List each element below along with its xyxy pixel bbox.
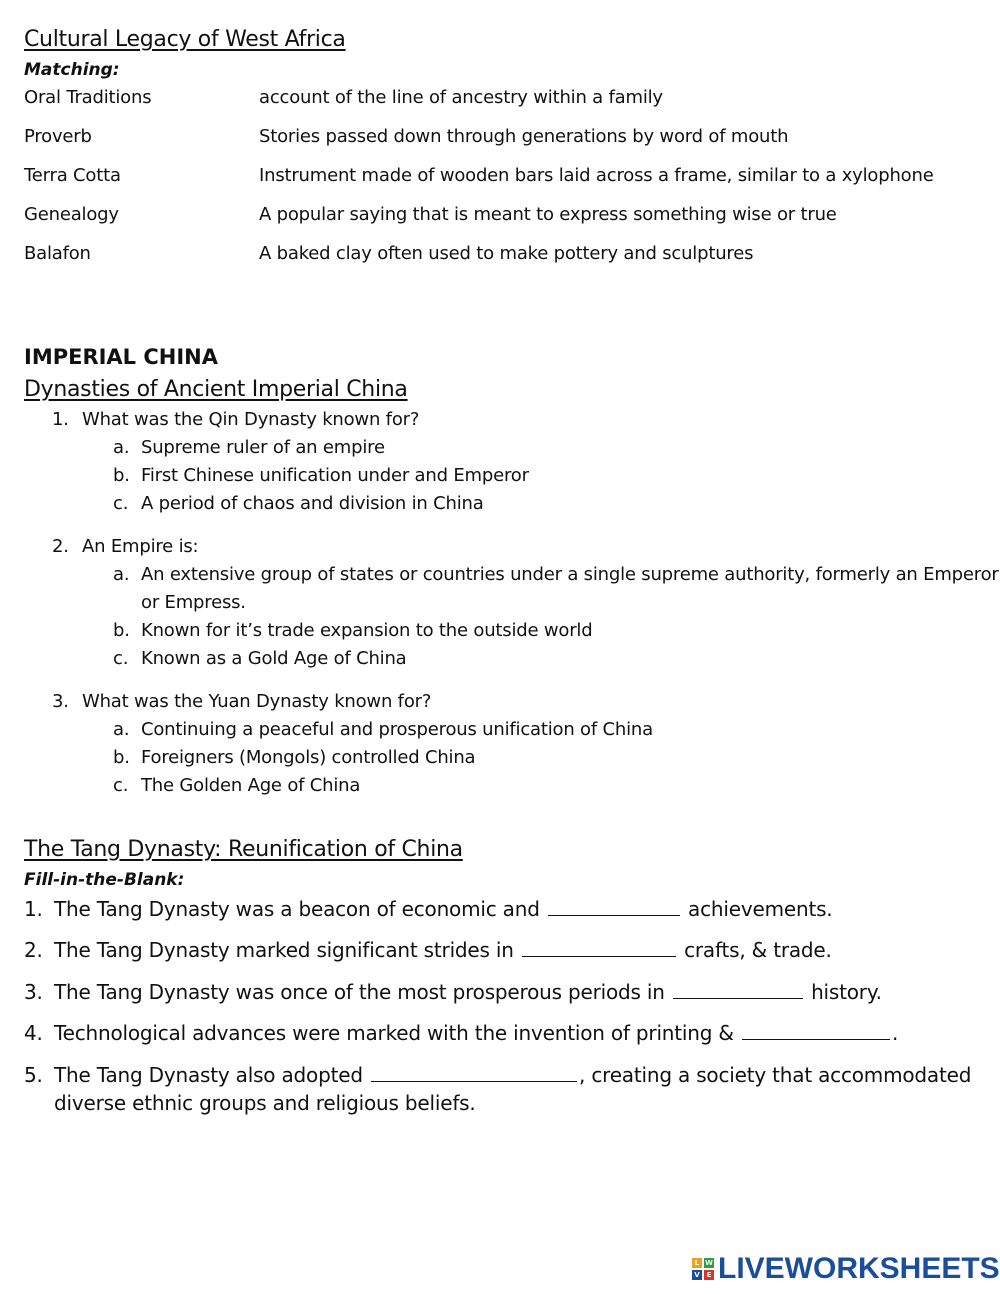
question-text: An Empire is:: [82, 536, 199, 557]
question-number: 3.: [52, 691, 69, 712]
item-text-after: , creating a society that accommodated: [579, 1063, 972, 1087]
blank-item-2: [24, 938, 832, 962]
logo-tile: E: [704, 1270, 714, 1280]
item-number: 1.: [24, 897, 43, 921]
option-text: Continuing a peaceful and prosperous unification of China: [141, 719, 653, 740]
matching-term[interactable]: Oral Traditions: [24, 87, 152, 108]
item-text-before: Technological advances were marked with the invention of printing &: [54, 1021, 734, 1045]
option-2b[interactable]: [113, 620, 592, 641]
matching-definition[interactable]: account of the line of ancestry within a family: [259, 87, 663, 108]
logo-text: LIVEWORKSHEETS: [718, 1252, 1000, 1285]
blank-item-5-continued: diverse ethnic groups and religious beliefs.: [54, 1091, 476, 1115]
option-3c[interactable]: [113, 775, 360, 796]
item-number: 2.: [24, 938, 43, 962]
question-2: [52, 536, 198, 557]
option-3b[interactable]: [113, 747, 475, 768]
blank-input[interactable]: [522, 938, 676, 957]
item-number: 5.: [24, 1063, 43, 1087]
question-1: [52, 409, 419, 430]
option-letter: c.: [113, 493, 129, 514]
option-text: Foreigners (Mongols) controlled China: [141, 747, 476, 768]
liveworksheets-logo[interactable]: [692, 1254, 1000, 1284]
option-letter: a.: [113, 564, 130, 585]
option-letter: a.: [113, 719, 130, 740]
option-text: Known as a Gold Age of China: [141, 648, 407, 669]
option-1b[interactable]: [113, 465, 529, 486]
matching-label: Matching:: [24, 60, 120, 80]
logo-tile: V: [692, 1270, 702, 1280]
option-text: First Chinese unification under and Emperor: [141, 465, 529, 486]
option-letter: b.: [113, 620, 130, 641]
item-text-before: The Tang Dynasty was a beacon of economic and: [54, 897, 540, 921]
blank-input[interactable]: [548, 897, 680, 916]
fill-in-the-blank-label: Fill-in-the-Blank:: [24, 870, 185, 890]
option-letter: c.: [113, 648, 129, 669]
logo-tile: W: [705, 1259, 713, 1267]
option-letter: b.: [113, 465, 130, 486]
option-letter: b.: [113, 747, 130, 768]
blank-item-3: [24, 980, 882, 1004]
item-number: 4.: [24, 1021, 43, 1045]
question-text: What was the Yuan Dynasty known for?: [82, 691, 432, 712]
logo-tile: L: [692, 1258, 702, 1268]
blank-item-1: [24, 897, 832, 921]
matching-definition[interactable]: A popular saying that is meant to express something wise or true: [259, 204, 837, 225]
item-text-before: The Tang Dynasty was once of the most prosperous periods in: [54, 980, 665, 1004]
option-1a[interactable]: [113, 437, 385, 458]
matching-definition[interactable]: A baked clay often used to make pottery and sculptures: [259, 243, 754, 264]
logo-mark: [692, 1258, 714, 1280]
matching-term[interactable]: Proverb: [24, 126, 92, 147]
option-letter: a.: [113, 437, 130, 458]
item-text-after: crafts, & trade.: [684, 938, 832, 962]
option-text: The Golden Age of China: [141, 775, 361, 796]
matching-definition[interactable]: Stories passed down through generations by word of mouth: [259, 126, 789, 147]
option-text: Known for it’s trade expansion to the outside world: [141, 620, 593, 641]
item-text-after: achievements.: [688, 897, 833, 921]
section-title-tang: The Tang Dynasty: Reunification of China: [24, 837, 463, 862]
section-title-west-africa: Cultural Legacy of West Africa: [24, 27, 346, 52]
imperial-china-heading: IMPERIAL CHINA: [24, 345, 219, 369]
option-1c[interactable]: [113, 493, 484, 514]
blank-input[interactable]: [673, 980, 803, 999]
item-text-before: The Tang Dynasty also adopted: [54, 1063, 363, 1087]
option-3a[interactable]: [113, 719, 653, 740]
option-text: Supreme ruler of an empire: [141, 437, 385, 458]
item-number: 3.: [24, 980, 43, 1004]
option-2a[interactable]: [113, 564, 999, 585]
question-number: 1.: [52, 409, 69, 430]
question-number: 2.: [52, 536, 69, 557]
blank-item-5: [24, 1063, 971, 1087]
matching-definition[interactable]: Instrument made of wooden bars laid across a frame, similar to a xylophone: [259, 165, 934, 186]
item-text-after: .: [891, 1021, 899, 1045]
blank-input[interactable]: [742, 1021, 890, 1040]
question-text: What was the Qin Dynasty known for?: [82, 409, 420, 430]
option-2a-continued[interactable]: or Empress.: [141, 592, 246, 613]
option-text: A period of chaos and division in China: [141, 493, 484, 514]
question-3: [52, 691, 431, 712]
section-title-dynasties: Dynasties of Ancient Imperial China: [24, 377, 408, 402]
matching-term[interactable]: Genealogy: [24, 204, 119, 225]
matching-term[interactable]: Balafon: [24, 243, 91, 264]
blank-item-4: [24, 1021, 898, 1045]
option-text: An extensive group of states or countries under a single supreme authority, formerly an Emperor: [141, 564, 999, 585]
blank-input[interactable]: [371, 1063, 577, 1082]
option-letter: c.: [113, 775, 129, 796]
option-2c[interactable]: [113, 648, 407, 669]
item-text-after: history.: [811, 980, 882, 1004]
item-text-before: The Tang Dynasty marked significant strides in: [54, 938, 514, 962]
matching-term[interactable]: Terra Cotta: [24, 165, 121, 186]
